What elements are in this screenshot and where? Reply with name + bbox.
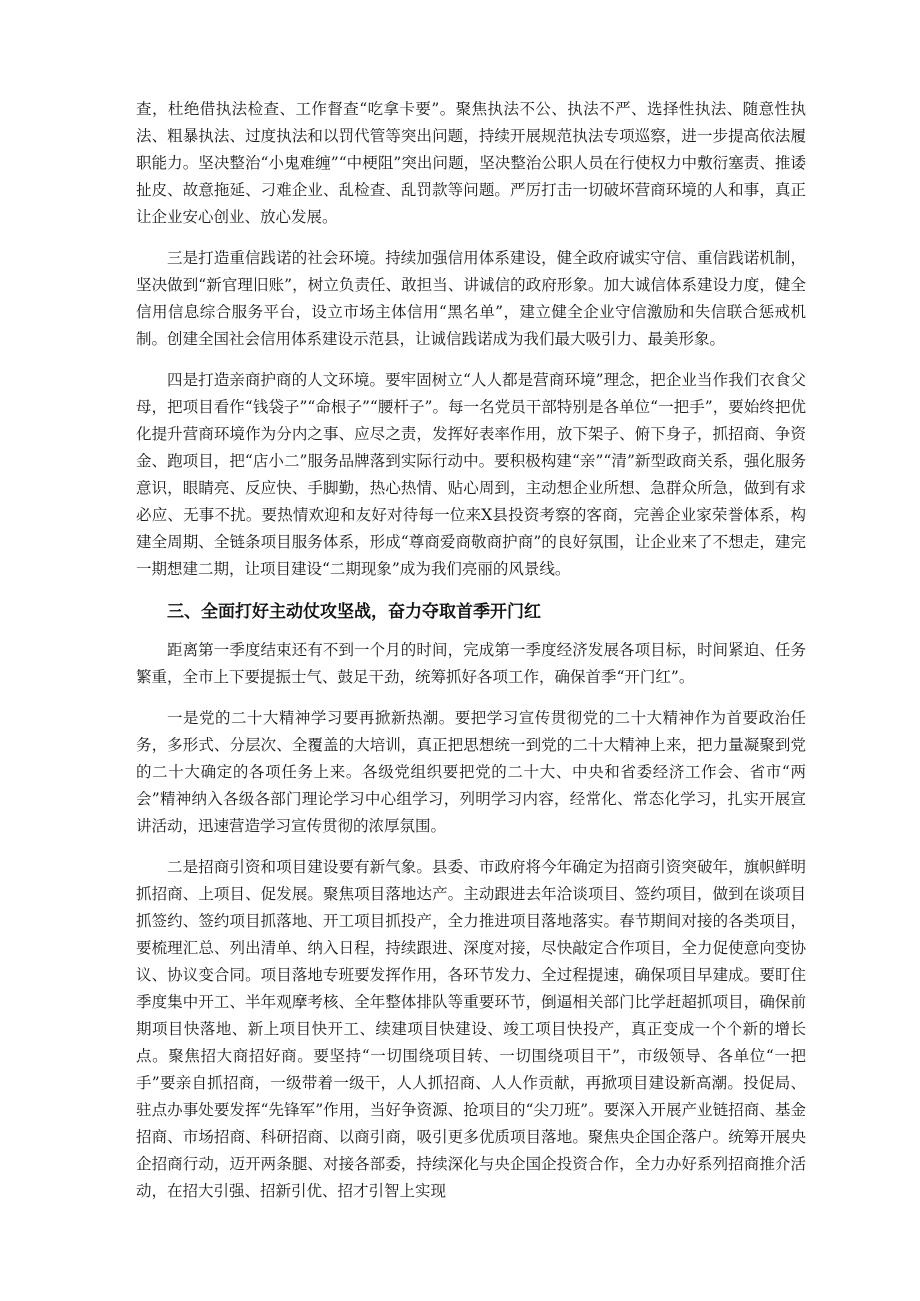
- paragraph-investment-projects: 二是招商引资和项目建设要有新气象。县委、市政府将今年确定为招商引资突破年，旗帜鲜明抓招商、上项目、促发展。聚焦项目落地达产。主动跟进去年洽谈项目、签约项目，做到在谈项目抓签约、签约项目抓落地、开工项目抓投产，全力推进项目落地落实。春节期间对接的各类项目，要梳理汇总、列出清单、纳入日程，持续跟进、深度对接，尽快敲定合作项目，全力促使意向变协议、协议变合同。项目落地专班要发挥作用，各环节发力、全过程提速，确保项目早建成。要盯住季度集中开工、半年观摩考核、全年整体排队等重要环节，倒逼相关部门比学赶超抓项目，确保前期项目快落地、新上项目快开工、续建项目快建设、竣工项目快投产，真正变成一个个新的增长点。聚焦招大商招好商。要坚持“一切围绕项目转、一切围绕项目干”，市级领导、各单位“一把手”要亲自抓招商，一级带着一级干，人人抓招商、人人作贡献，再掀项目建设新高潮。投促局、驻点办事处要发挥“先锋军”作用，当好争资源、抢项目的“尖刀班”。要深入开展产业链招商、基金招商、市场招商、科研招商、以商引商，吸引更多优质项目落地。聚焦央企国企落户。统筹开展央企招商行动，迈开两条腿、对接各部委，持续深化与央企国企投资合作，全力办好系列招商推介活动，在招大引强、招新引优、招才引智上实现: [136, 858, 806, 1200]
- paragraph-rule-of-law: 查，杜绝借执法检查、工作督查“吃拿卡要”。聚焦执法不公、执法不严、选择性执法、随意性执法、粗暴执法、过度执法和以罚代管等突出问题，持续开展规范执法专项巡察，进一步提高依法履职能力。坚决整治“小鬼难缠”“中梗阻”突出问题，坚决整治公职人员在行使权力中敷衍塞责、推诿扯皮、故意拖延、刁难企业、乱检查、乱罚款等问题。严厉打击一切破坏营商环境的人和事，真正让企业安心创业、放心发展。: [136, 100, 806, 226]
- paragraph-study-congress-spirit: 一是党的二十大精神学习要再掀新热潮。要把学习宣传贯彻党的二十大精神作为首要政治任务，多形式、分层次、全覆盖的大培训，真正把思想统一到党的二十大精神上来，把力量凝聚到党的二十大确定的各项任务上来。各级党组织要把党的二十大、中央和省委经济工作会、省市“两会”精神纳入各级各部门理论学习中心组学习，列明学习内容，经常化、常态化学习，扎实开展宣讲活动，迅速营造学习宣传贯彻的浓厚氛围。: [136, 709, 806, 835]
- paragraph-credit-environment: 三是打造重信践诺的社会环境。持续加强信用体系建设，健全政府诚实守信、重信践诺机制，坚决做到“新官理旧账”，树立负责任、敢担当、讲诚信的政府形象。加大诚信体系建设力度，健全信用信息综合服务平台，设立市场主体信用“黑名单”，建立健全企业守信激励和失信联合惩戒机制。创建全国社会信用体系建设示范县，让诚信践诺成为我们最大吸引力、最美形象。: [136, 249, 806, 348]
- paragraph-pro-business-culture: 四是打造亲商护商的人文环境。要牢固树立“人人都是营商环境”理念，把企业当作我们衣食父母，把项目看作“钱袋子”“命根子”“腰杆子”。每一名党员干部特别是各单位“一把手”，要始终把优化提升营商环境作为分内之事、应尽之责，发挥好表率作用，放下架子、俯下身子，抓招商、争资金、跑项目，把“店小二”服务品牌落到实际行动中。要积极构建“亲”“清”新型政商关系，强化服务意识，眼睛亮、反应快、手脚勤，热心热情、贴心周到，主动想企业所想、急群众所急，做到有求必应、无事不扰。要热情欢迎和友好对待每一位来X县投资考察的客商，完善企业家荣誉体系，构建全周期、全链条项目服务体系，形成“尊商爱商敬商护商”的良好氛围，让企业来了不想走，建完一期想建二期，让项目建设“二期现象”成为我们亮丽的风景线。: [136, 371, 806, 578]
- document-page: [136, 96, 806, 1219]
- section-heading-three: 三、全面打好主动仗攻坚战，奋力夺取首季开门红: [167, 602, 541, 622]
- paragraph-first-quarter-intro: 距离第一季度结束还有不到一个月的时间，完成第一季度经济发展各项目标，时间紧迫、任务繁重，全市上下要提振士气、鼓足干劲，统筹抓好各项工作，确保首季“开门红”。: [136, 641, 806, 686]
